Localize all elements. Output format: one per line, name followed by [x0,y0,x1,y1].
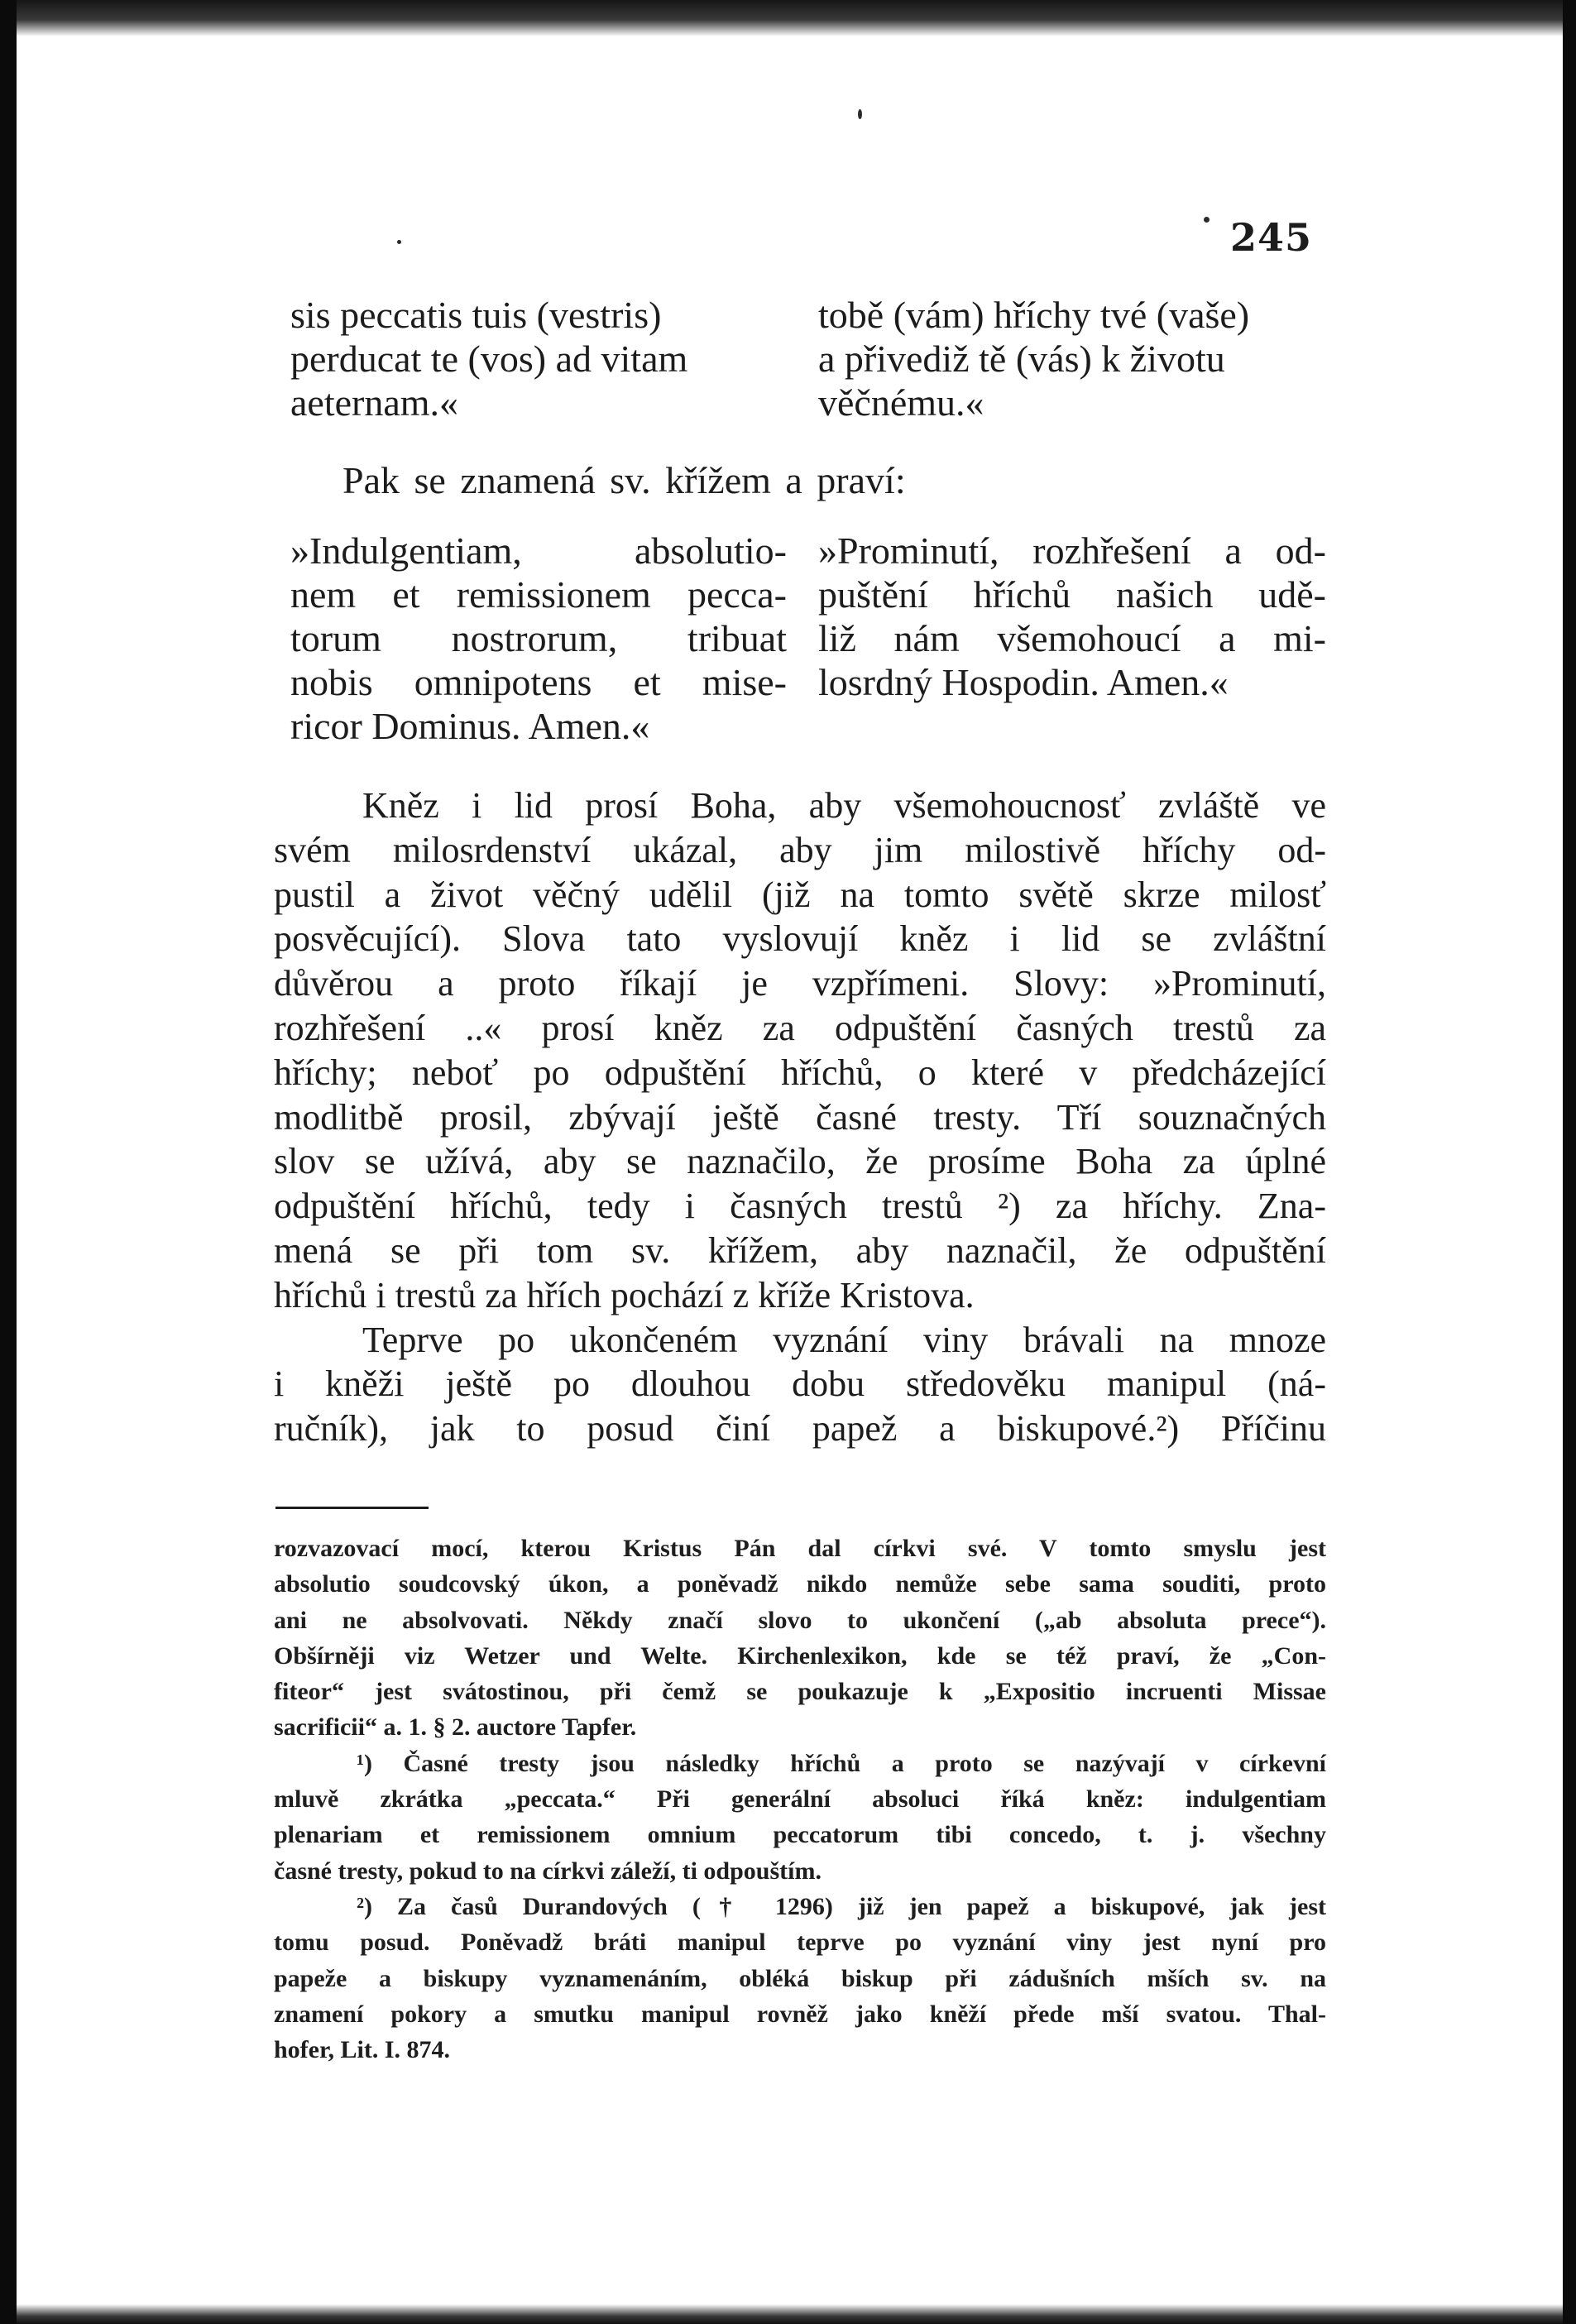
footnote-line: časné tresty, pokud to na církvi záleží, ti odpouštím. [274,1857,822,1885]
body-line: ručník), jak to posud činí papež a biskupové.²) Příčinu [274,1408,1326,1450]
footnote-2 [274,1889,1326,2068]
scan-speck [858,109,862,119]
body-line: rozhřešení ..« prosí kněz za odpuštění časných trestů za [274,1007,1326,1048]
body-line: odpuštění hříchů, tedy i časných trestů ²) za hříchy. Zna- [274,1186,1326,1227]
scan-speck [397,240,401,244]
prayer2-czech-column [818,529,1326,704]
body-line: slov se užívá, aby se naznačilo, že prosíme Boha za úplné [274,1141,1326,1182]
body-line: hříchů i trestů za hřích pochází z kříže Kristova. [274,1274,975,1315]
body-line: i kněži ještě po dlouhou dobu středověku manipul (ná- [274,1363,1326,1405]
footnote-line: tomu posud. Poněvadž bráti manipul teprve po vyznání viny jest nyní pro [274,1929,1326,1957]
footnotes [274,1531,1326,2068]
footnote-line: rozvazovací mocí, kterou Kristus Pán dal církvi své. V tomto smyslu jest [274,1535,1326,1562]
body-line: mená se při tom sv. křížem, aby naznačil, že odpuštění [274,1229,1326,1271]
main-text [274,783,1326,1451]
body-line: hříchy; neboť po odpuštění hříchů, o které v předcházející [274,1052,1326,1093]
footnote-line: znamení pokory a smutku manipul rovněž jako kněží přede mší svatou. Thal- [274,2000,1326,2028]
prayer2-latin-line: ricor Dominus. Amen.« [290,705,650,747]
body-line: Kněz i lid prosí Boha, aby všemohoucnosť zvláště ve [362,785,1326,826]
footnote-line: absolutio soudcovský úkon, a poněvadž nikdo nemůže sebe sama souditi, proto [274,1570,1326,1598]
prayer1-latin-line: aeternam.« [290,381,459,424]
footnote-line: Obšírněji viz Wetzer und Welte. Kirchenlexikon, kde se též praví, že „Con- [274,1641,1326,1670]
prayer2-czech-line: losrdný Hospodin. Amen.« [818,661,1229,703]
prayer2-latin-line: »Indulgentiam, absolutio- [290,529,787,572]
prayer2-latin-line: torum nostrorum, tribuat [290,617,787,659]
body-paragraph-2 [274,1318,1326,1451]
book-page [17,36,1563,2304]
body-paragraph-1 [274,783,1326,1318]
prayer1-czech-column [818,293,1326,424]
footnote-separator [275,1507,429,1509]
scan-border-top [17,0,1563,36]
body-line: pustil a život věčný udělil (již na tomto světě skrze milosť [274,874,1326,915]
prayer2-czech-line: puštění hříchů našich udě- [818,573,1326,616]
prayer1-latin-column [290,293,795,424]
footnote-line: papeže a biskupy vyznamenáním, obléká biskup při zádušních mších sv. na [274,1964,1326,1992]
footnote-line: plenariam et remissionem omnium peccatorum tibi concedo, t. j. všechny [274,1821,1326,1849]
rubric-instruction: Pak se znamená sv. křížem a praví: [343,459,906,501]
body-line: modlitbě prosil, zbývají ještě časné tresty. Tří souznačných [274,1096,1326,1138]
footnote-continuation [274,1531,1326,1746]
prayer1-czech-line: a přivediž tě (vás) k životu [818,338,1225,380]
footnote-line: hofer, Lit. I. 874. [274,2036,451,2064]
footnote-line: ¹) Časné tresty jsou následky hříchů a proto se nazývají v církevní [357,1749,1326,1777]
prayer1-czech-line: tobě (vám) hříchy tvé (vaše) [818,294,1250,336]
prayer1-latin-line: perducat te (vos) ad vitam [290,338,688,380]
page-number: 245 [1229,215,1312,260]
scan-speck [1204,217,1210,223]
prayer2-latin-line: nobis omnipotens et mise- [290,661,787,703]
footnote-1 [274,1746,1326,1889]
body-line: svém milosrdenství ukázal, aby jim milostivě hříchy od- [274,829,1326,870]
body-line: Teprve po ukončeném vyznání viny brávali na mnoze [362,1319,1326,1360]
prayer1-latin-line: sis peccatis tuis (vestris) [290,294,662,336]
footnote-line: sacrificii“ a. 1. § 2. auctore Tapfer. [274,1713,637,1742]
scan-border-bottom [17,2304,1563,2324]
scan-border-right [1563,0,1576,2324]
body-line: posvěcující). Slova tato vyslovují kněz i lid se zvláštní [274,918,1326,960]
footnote-line: fiteor“ jest svátostinou, při čemž se poukazuje k „Expositio incruenti Missae [274,1678,1326,1706]
prayer2-latin-line: nem et remissionem pecca- [290,573,787,616]
scan-border-left [0,0,17,2324]
prayer1-czech-line: věčnému.« [818,381,984,424]
prayer2-latin-column [290,529,787,748]
footnote-line: ani ne absolvovati. Někdy značí slovo to ukončení („ab absoluta prece“). [274,1606,1326,1634]
prayer2-czech-line: liž nám všemohoucí a mi- [818,617,1326,659]
body-line: důvěrou a proto říkají je vzpřímeni. Slovy: »Prominutí, [274,963,1326,1004]
prayer2-czech-line: »Prominutí, rozhřešení a od- [818,529,1326,572]
footnote-line: ²) Za časů Durandových († 1296) již jen papež a biskupové, jak jest [357,1892,1326,1920]
footnote-line: mluvě zkrátka „peccata.“ Při generální absoluci říká kněz: indulgentiam [274,1785,1326,1814]
